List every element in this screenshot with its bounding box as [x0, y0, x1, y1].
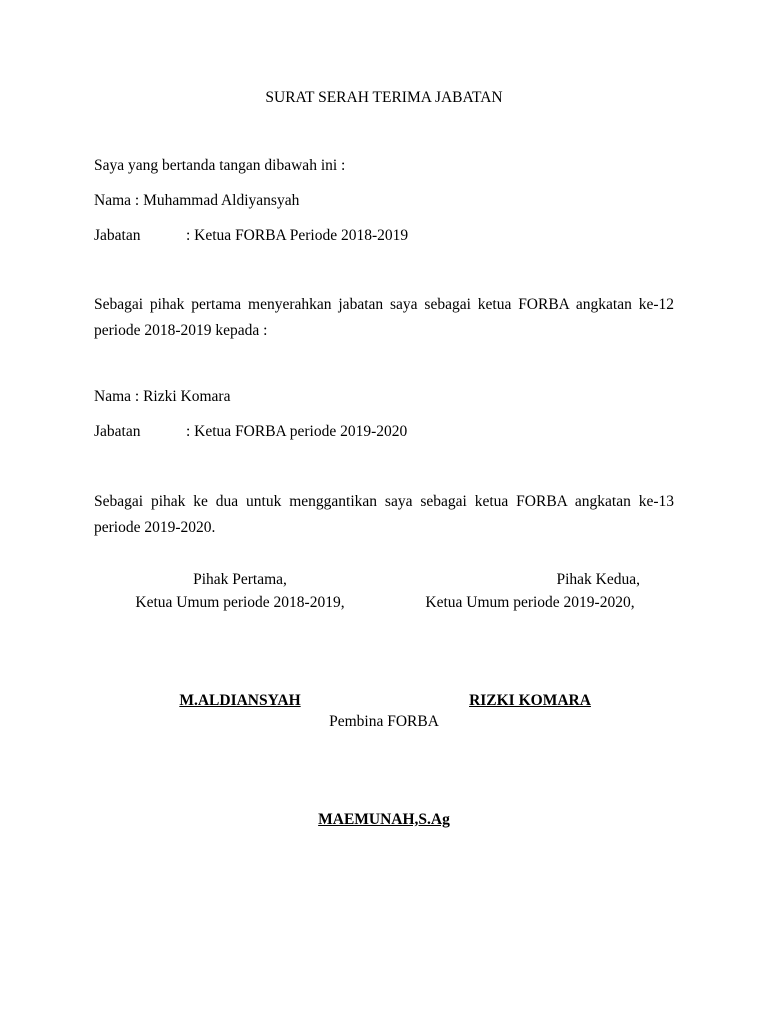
advisor-signature-name: MAEMUNAH,S.Ag	[318, 811, 450, 828]
first-party-role: Pihak Pertama,	[193, 571, 287, 588]
second-party-role: Pihak Kedua,	[556, 571, 640, 588]
first-party-position-label: Jabatan	[94, 227, 141, 244]
second-party-position-row	[94, 423, 694, 443]
first-party-title: Ketua Umum periode 2018-2019,	[135, 594, 345, 611]
advisor-role: Pembina FORBA	[329, 713, 439, 730]
first-party-position-value: : Ketua FORBA Periode 2018-2019	[186, 227, 409, 244]
handover-paragraph: Sebagai pihak pertama menyerahkan jabatan saya sebagai ketua FORBA angkatan ke-12 periode 2018-2019 kepada :	[94, 296, 674, 339]
first-party-position-row	[94, 227, 694, 247]
first-party-signature-name: M.ALDIANSYAH	[179, 692, 301, 709]
second-party-name: Nama : Rizki Komara	[94, 388, 231, 405]
first-party-name: Nama : Muhammad Aldiyansyah	[94, 192, 300, 209]
second-party-signature-name: RIZKI KOMARA	[469, 692, 591, 709]
intro-line: Saya yang bertanda tangan dibawah ini :	[94, 157, 346, 174]
replacement-paragraph: Sebagai pihak ke dua untuk menggantikan saya sebagai ketua FORBA angkatan ke-13 periode 2019-2020.	[94, 493, 674, 536]
second-party-position-label: Jabatan	[94, 423, 141, 440]
second-party-position-value: : Ketua FORBA periode 2019-2020	[186, 423, 408, 440]
second-party-title: Ketua Umum periode 2019-2020,	[425, 594, 635, 611]
document-title: SURAT SERAH TERIMA JABATAN	[265, 89, 503, 106]
